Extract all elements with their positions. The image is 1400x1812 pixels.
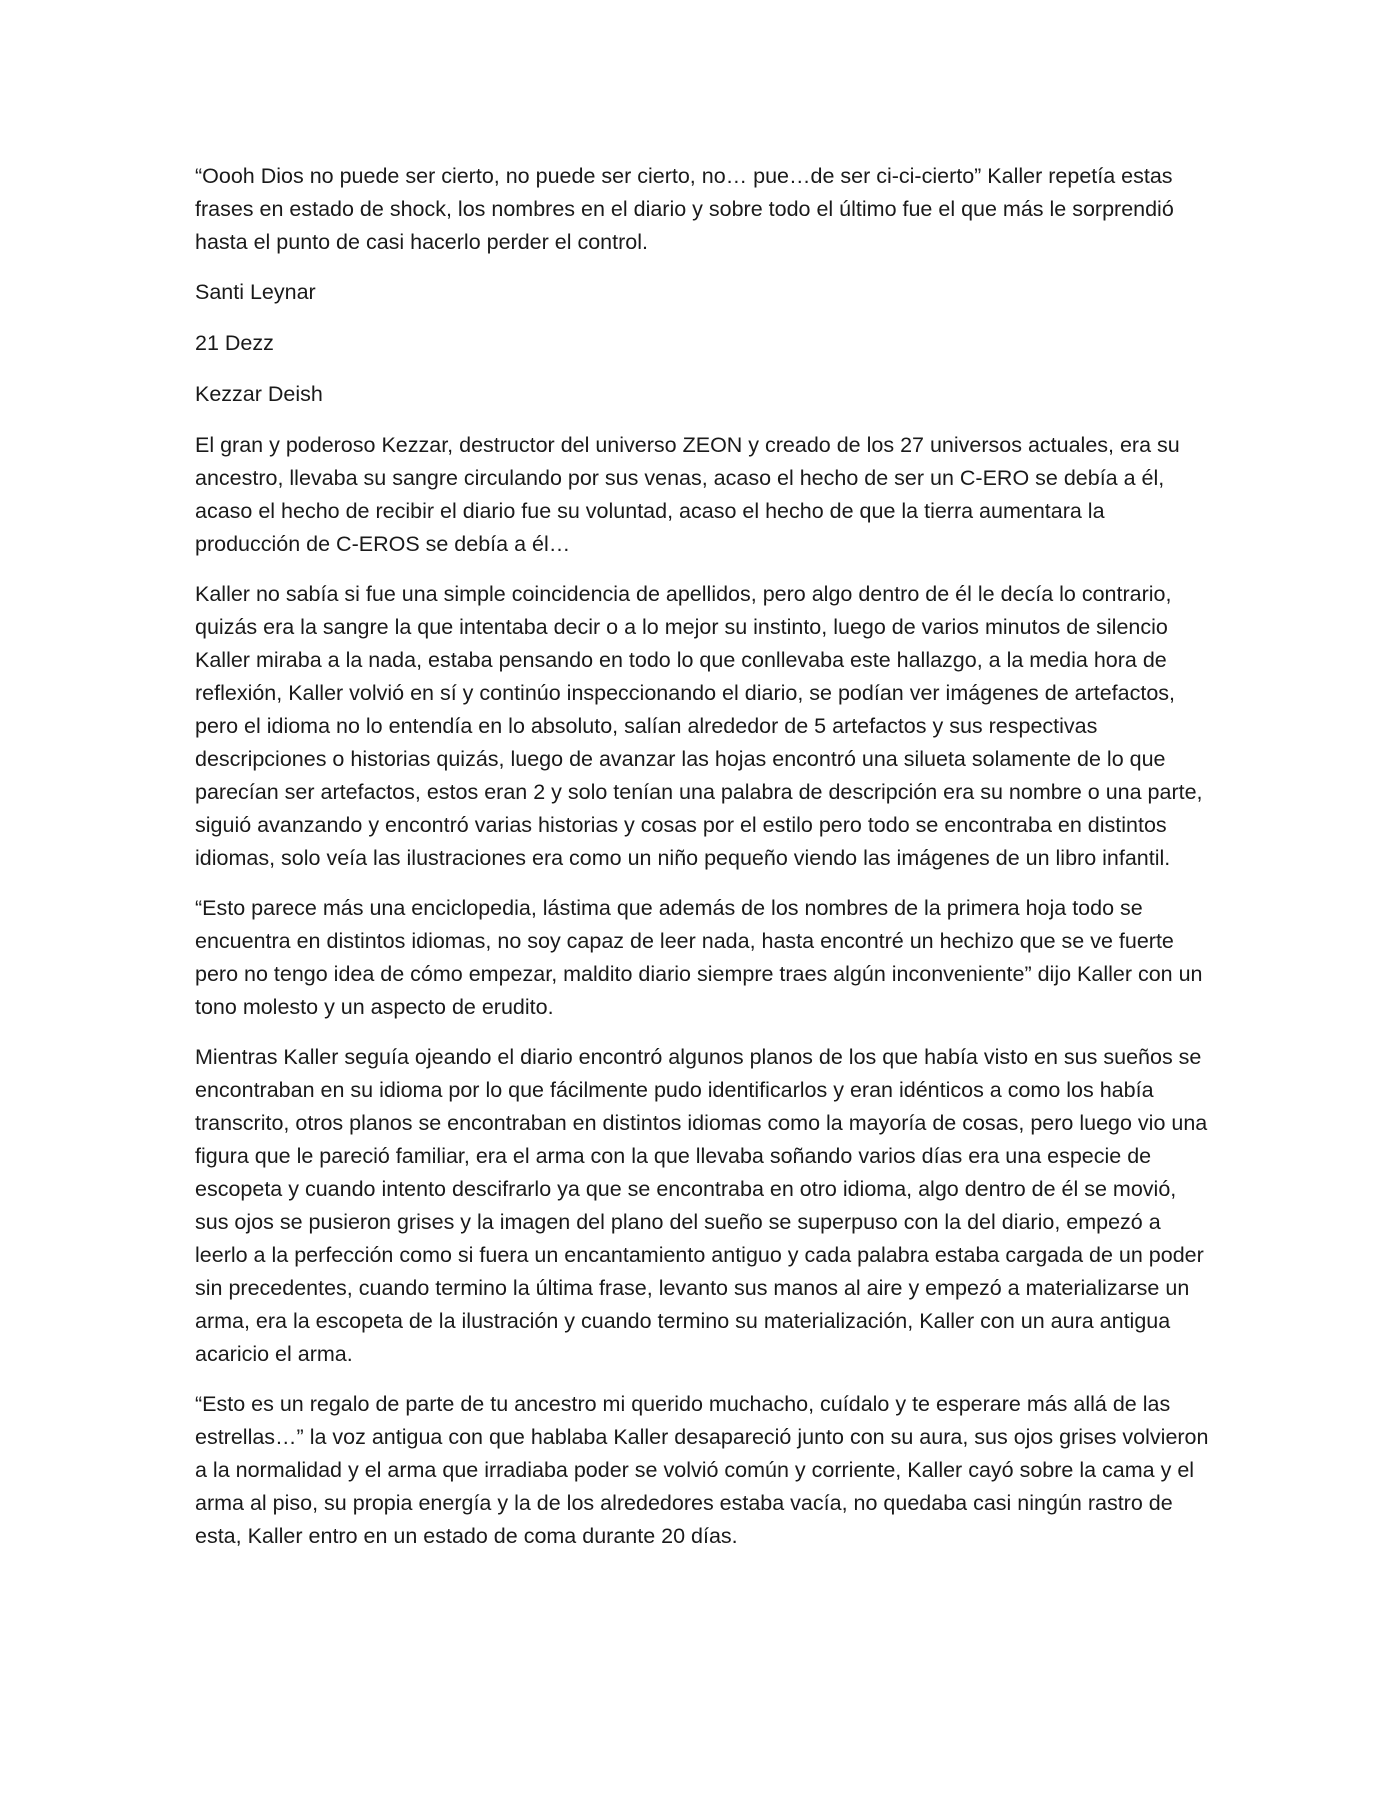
paragraph-opening-quote: “Oooh Dios no puede ser cierto, no puede ser cierto, no… pue…de ser ci-ci-cierto” Kaller repetía estas frases en estado de shock, los nombres en el diario y sobre todo el último fue el que más le sorprendió hasta el punto de casi hacerlo perder el control. — [195, 164, 1174, 254]
paragraph-kezzar-ancestor: El gran y poderoso Kezzar, destructor del universo ZEON y creado de los 27 universos actuales, era su ancestro, llevaba su sangre circulando por sus venas, acaso el hecho de ser un C-ERO se debía a él, acaso el hecho de recibir el diario fue su voluntad, acaso el hecho de que la tierra aumentara la producción de C-EROS se debía a él… — [195, 433, 1180, 556]
paragraph-weapon-materialization: Mientras Kaller seguía ojeando el diario encontró algunos planos de los que había visto en sus sueños se encontraban en su idioma por lo que fácilmente pudo identificarlos y eran idénticos a como los había transcrito, otros planos se encontraban en distintos idiomas como la mayoría de cosas, pero luego vio una figura que le pareció familiar, era el arma con la que llevaba soñando varios días era una especie de escopeta y cuando intento descifrarlo ya que se encontraba en otro idioma, algo dentro de él se movió, sus ojos se pusieron grises y la imagen del plano del sueño se superpuso con la del diario, empezó a leerlo a la perfección como si fuera un encantamiento antiguo y cada palabra estaba cargada de un poder sin precedentes, cuando termino la última frase, levanto sus manos al aire y empezó a materializarse un arma, era la escopeta de la ilustración y cuando termino su materialización, Kaller con un aura antigua acaricio el arma. — [195, 1045, 1208, 1366]
name-21-dezz: 21 Dezz — [195, 331, 274, 355]
name-santi-leynar: Santi Leynar — [195, 280, 316, 304]
name-kezzar-deish: Kezzar Deish — [195, 382, 323, 406]
paragraph-encyclopedia-quote: “Esto parece más una enciclopedia, lástima que además de los nombres de la primera hoja todo se encuentra en distintos idiomas, no soy capaz de leer nada, hasta encontré un hechizo que se ve fuerte pero no tengo idea de cómo empezar, maldito diario siempre traes algún inconveniente” dijo Kaller con un tono molesto y un aspecto de erudito. — [195, 896, 1203, 1019]
paragraph-diary-inspection: Kaller no sabía si fue una simple coincidencia de apellidos, pero algo dentro de él le decía lo contrario, quizás era la sangre la que intentaba decir o a lo mejor su instinto, luego de varios minutos de silencio Kaller miraba a la nada, estaba pensando en todo lo que conllevaba este hallazgo, a la media hora de reflexión, Kaller volvió en sí y continúo inspeccionando el diario, se podían ver imágenes de artefactos, pero el idioma no lo entendía en lo absoluto, salían alrededor de 5 artefactos y sus respectivas descripciones o historias quizás, luego de avanzar las hojas encontró una silueta solamente de lo que parecían ser artefactos, estos eran 2 y solo tenían una palabra de descripción era su nombre o una parte, siguió avanzando y encontró varias historias y cosas por el estilo pero todo se encontraba en distintos idiomas, solo veía las ilustraciones era como un niño pequeño viendo las imágenes de un libro infantil. — [195, 582, 1203, 870]
paragraph-ancestor-gift: “Esto es un regalo de parte de tu ancestro mi querido muchacho, cuídalo y te esperare más allá de las estrellas…” la voz antigua con que hablaba Kaller desapareció junto con su aura, sus ojos grises volvieron a la normalidad y el arma que irradiaba poder se volvió común y corriente, Kaller cayó sobre la cama y el arma al piso, su propia energía y la de los alrededores estaba vacía, no quedaba casi ningún rastro de esta, Kaller entro en un estado de coma durante 20 días. — [195, 1392, 1209, 1548]
document-page — [195, 160, 1210, 1570]
